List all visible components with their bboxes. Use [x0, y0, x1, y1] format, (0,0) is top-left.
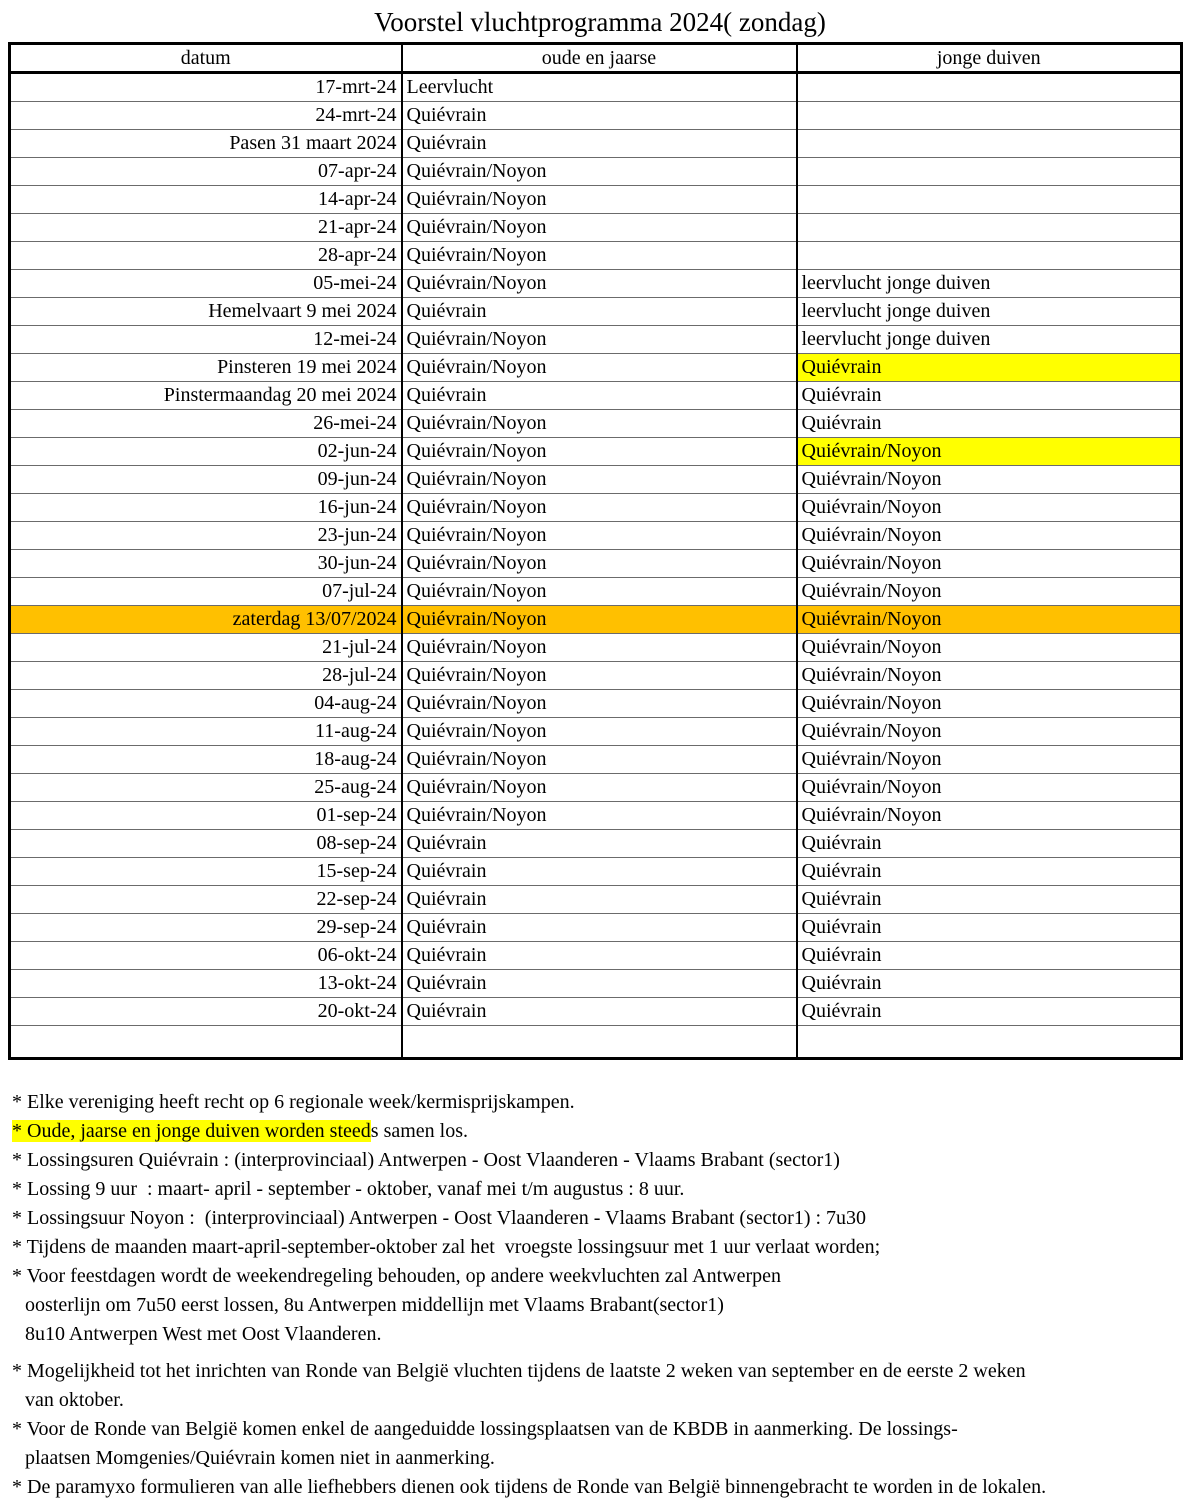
datum-cell: 01-sep-24 [10, 802, 402, 830]
table-row [10, 970, 1182, 998]
datum-cell: 28-apr-24 [10, 242, 402, 270]
oude-en-jaarse-cell: Quiévrain [402, 830, 797, 858]
jonge-duiven-cell [797, 186, 1182, 214]
jonge-duiven-cell: Quiévrain [797, 886, 1182, 914]
datum-cell: 09-jun-24 [10, 466, 402, 494]
oude-en-jaarse-cell: Quiévrain [402, 942, 797, 970]
jonge-duiven-cell: Quiévrain/Noyon [797, 522, 1182, 550]
datum-cell: 18-aug-24 [10, 746, 402, 774]
oude-en-jaarse-cell: Quiévrain [402, 298, 797, 326]
header-row [10, 44, 1182, 73]
table-row [10, 102, 1182, 130]
note-line [12, 1415, 1200, 1444]
jonge-duiven-cell: Quiévrain/Noyon [797, 578, 1182, 606]
datum-cell: 22-sep-24 [10, 886, 402, 914]
oude-en-jaarse-cell: Quiévrain/Noyon [402, 690, 797, 718]
note-text: * Tijdens de maanden maart-april-september-oktober zal het vroegste lossingsuur met 1 uur verlaat worden; [12, 1236, 881, 1258]
table-row [10, 270, 1182, 298]
datum-cell: 04-aug-24 [10, 690, 402, 718]
note-text: plaatsen Momgenies/Quiévrain komen niet in aanmerking. [25, 1447, 495, 1469]
oude-en-jaarse-cell: Quiévrain/Noyon [402, 242, 797, 270]
table-row [10, 242, 1182, 270]
note-line [12, 1204, 1200, 1233]
table-row [10, 410, 1182, 438]
datum-cell: 02-jun-24 [10, 438, 402, 466]
jonge-duiven-cell: Quiévrain [797, 354, 1182, 382]
datum-cell: 25-aug-24 [10, 774, 402, 802]
jonge-duiven-cell: Quiévrain [797, 830, 1182, 858]
note-line [12, 1117, 1200, 1146]
datum-cell: Pasen 31 maart 2024 [10, 130, 402, 158]
note-text: * Mogelijkheid tot het inrichten van Ronde van België vluchten tijdens de laatste 2 weken van september en de eerste 2 weken [12, 1360, 1026, 1382]
datum-cell: 12-mei-24 [10, 326, 402, 354]
oude-en-jaarse-cell: Quiévrain/Noyon [402, 214, 797, 242]
oude-en-jaarse-cell: Quiévrain/Noyon [402, 606, 797, 634]
header-datum: datum [10, 44, 402, 73]
table-row [10, 830, 1182, 858]
table-row [10, 942, 1182, 970]
oude-en-jaarse-cell: Quiévrain/Noyon [402, 466, 797, 494]
jonge-duiven-cell: Quiévrain/Noyon [797, 802, 1182, 830]
table-row [10, 634, 1182, 662]
oude-en-jaarse-cell: Quiévrain/Noyon [402, 522, 797, 550]
jonge-duiven-cell [797, 242, 1182, 270]
table-row [10, 802, 1182, 830]
note-line [12, 1088, 1200, 1117]
datum-cell: Pinsteren 19 mei 2024 [10, 354, 402, 382]
notes-section [12, 1088, 1200, 1502]
table-row [10, 354, 1182, 382]
datum-cell [10, 1026, 402, 1059]
table-row [10, 998, 1182, 1026]
table-row [10, 606, 1182, 634]
flight-schedule-table [8, 42, 1183, 1060]
note-text: * Lossingsuur Noyon : (interprovinciaal) Antwerpen - Oost Vlaanderen - Vlaams Brabant (sector1) : 7u30 [12, 1207, 867, 1229]
jonge-duiven-cell: leervlucht jonge duiven [797, 298, 1182, 326]
note-highlighted-text: * Oude, jaarse en jonge duiven worden steed [12, 1120, 371, 1142]
table-row [10, 494, 1182, 522]
note-text: 8u10 Antwerpen West met Oost Vlaanderen. [25, 1323, 382, 1345]
header-oude-en-jaarse: oude en jaarse [402, 44, 797, 73]
datum-cell: 13-okt-24 [10, 970, 402, 998]
note-line [12, 1233, 1200, 1262]
datum-cell: 30-jun-24 [10, 550, 402, 578]
table-row [10, 214, 1182, 242]
note-line [12, 1146, 1200, 1175]
note-line [12, 1175, 1200, 1204]
oude-en-jaarse-cell: Quiévrain/Noyon [402, 494, 797, 522]
jonge-duiven-cell: Quiévrain [797, 382, 1182, 410]
table-row [10, 326, 1182, 354]
oude-en-jaarse-cell [402, 1026, 797, 1059]
table-row [10, 1026, 1182, 1059]
datum-cell: 20-okt-24 [10, 998, 402, 1026]
page-title: Voorstel vluchtprogramma 2024( zondag) [374, 7, 826, 37]
table-row [10, 578, 1182, 606]
datum-cell: 11-aug-24 [10, 718, 402, 746]
oude-en-jaarse-cell: Quiévrain/Noyon [402, 550, 797, 578]
oude-en-jaarse-cell: Quiévrain/Noyon [402, 186, 797, 214]
jonge-duiven-cell: Quiévrain [797, 858, 1182, 886]
oude-en-jaarse-cell: Quiévrain/Noyon [402, 326, 797, 354]
table-row [10, 466, 1182, 494]
oude-en-jaarse-cell: Quiévrain [402, 886, 797, 914]
jonge-duiven-cell: Quiévrain [797, 914, 1182, 942]
jonge-duiven-cell: Quiévrain/Noyon [797, 774, 1182, 802]
table-row [10, 382, 1182, 410]
note-line [12, 1357, 1200, 1386]
jonge-duiven-cell [797, 130, 1182, 158]
jonge-duiven-cell [797, 102, 1182, 130]
note-text: * Lossing 9 uur : maart- april - september - oktober, vanaf mei t/m augustus : 8 uur. [12, 1178, 685, 1200]
oude-en-jaarse-cell: Quiévrain [402, 130, 797, 158]
table-row [10, 774, 1182, 802]
jonge-duiven-cell: Quiévrain/Noyon [797, 634, 1182, 662]
jonge-duiven-cell: Quiévrain/Noyon [797, 718, 1182, 746]
oude-en-jaarse-cell: Quiévrain/Noyon [402, 438, 797, 466]
jonge-duiven-cell: Quiévrain/Noyon [797, 466, 1182, 494]
datum-cell: 29-sep-24 [10, 914, 402, 942]
jonge-duiven-cell [797, 1026, 1182, 1059]
datum-cell: 07-jul-24 [10, 578, 402, 606]
jonge-duiven-cell: Quiévrain/Noyon [797, 746, 1182, 774]
datum-cell: 14-apr-24 [10, 186, 402, 214]
datum-cell: 24-mrt-24 [10, 102, 402, 130]
datum-cell: Hemelvaart 9 mei 2024 [10, 298, 402, 326]
jonge-duiven-cell: Quiévrain/Noyon [797, 662, 1182, 690]
jonge-duiven-cell [797, 158, 1182, 186]
oude-en-jaarse-cell: Quiévrain/Noyon [402, 270, 797, 298]
note-text: * Lossingsuren Quiévrain : (interprovinciaal) Antwerpen - Oost Vlaanderen - Vlaams Brabant (sector1) [12, 1149, 840, 1171]
datum-cell: 17-mrt-24 [315, 76, 397, 98]
datum-cell: 26-mei-24 [10, 410, 402, 438]
note-line [12, 1262, 1200, 1291]
table-row [10, 886, 1182, 914]
table-row [10, 550, 1182, 578]
datum-cell: 15-sep-24 [10, 858, 402, 886]
datum-cell: 23-jun-24 [10, 522, 402, 550]
oude-en-jaarse-cell: Quiévrain/Noyon [402, 578, 797, 606]
note-line [12, 1386, 1200, 1415]
table-row [10, 746, 1182, 774]
table-row [10, 130, 1182, 158]
table-row [10, 858, 1182, 886]
oude-en-jaarse-cell: Quiévrain/Noyon [402, 634, 797, 662]
jonge-duiven-cell: Quiévrain/Noyon [797, 606, 1182, 634]
jonge-duiven-cell: Quiévrain [797, 410, 1182, 438]
table-row [10, 186, 1182, 214]
table-row [10, 718, 1182, 746]
table-row [10, 522, 1182, 550]
note-text: * Voor de Ronde van België komen enkel de aangeduidde lossingsplaatsen van de KBDB in aanmerking. De lossings- [12, 1418, 958, 1440]
note-text: van oktober. [25, 1389, 124, 1411]
note-text: s samen los. [370, 1120, 468, 1142]
oude-en-jaarse-cell: Quiévrain [402, 914, 797, 942]
datum-cell: 16-jun-24 [10, 494, 402, 522]
jonge-duiven-cell: Quiévrain [797, 942, 1182, 970]
oude-en-jaarse-cell: Quiévrain/Noyon [402, 802, 797, 830]
jonge-duiven-cell: leervlucht jonge duiven [797, 326, 1182, 354]
datum-cell: 21-apr-24 [10, 214, 402, 242]
jonge-duiven-cell: Quiévrain/Noyon [797, 494, 1182, 522]
oude-en-jaarse-cell: Quiévrain/Noyon [402, 774, 797, 802]
oude-en-jaarse-cell: Quiévrain/Noyon [402, 354, 797, 382]
table-row [10, 438, 1182, 466]
datum-cell: 21-jul-24 [10, 634, 402, 662]
oude-en-jaarse-cell: Quiévrain/Noyon [402, 158, 797, 186]
datum-cell: 06-okt-24 [10, 942, 402, 970]
oude-en-jaarse-cell: Quiévrain [402, 858, 797, 886]
note-line [12, 1473, 1200, 1502]
datum-cell: zaterdag 13/07/2024 [10, 606, 402, 634]
table-row [10, 298, 1182, 326]
note-text: * Elke vereniging heeft recht op 6 regionale week/kermisprijskampen. [12, 1091, 575, 1113]
jonge-duiven-cell: Quiévrain/Noyon [797, 690, 1182, 718]
jonge-duiven-cell [797, 214, 1182, 242]
jonge-duiven-cell: Quiévrain/Noyon [797, 438, 1182, 466]
datum-cell: 08-sep-24 [10, 830, 402, 858]
note-text: oosterlijn om 7u50 eerst lossen, 8u Antwerpen middellijn met Vlaams Brabant(sector1) [25, 1294, 724, 1316]
oude-en-jaarse-cell: Quiévrain [402, 998, 797, 1026]
datum-cell: 28-jul-24 [10, 662, 402, 690]
oude-en-jaarse-cell: Quiévrain/Noyon [402, 718, 797, 746]
table-row [10, 914, 1182, 942]
datum-cell: 05-mei-24 [10, 270, 402, 298]
header-jonge-duiven: jonge duiven [797, 44, 1182, 73]
note-line [12, 1320, 1200, 1349]
oude-en-jaarse-cell: Quiévrain/Noyon [402, 746, 797, 774]
oude-en-jaarse-cell: Quiévrain/Noyon [402, 410, 797, 438]
jonge-duiven-cell: leervlucht jonge duiven [797, 270, 1182, 298]
oude-en-jaarse-cell: Quiévrain [402, 382, 797, 410]
note-line [12, 1444, 1200, 1473]
table-row [10, 690, 1182, 718]
note-text: * De paramyxo formulieren van alle liefhebbers dienen ook tijdens de Ronde van België binnengebracht te worden in de lokalen. [12, 1476, 1047, 1498]
oude-en-jaarse-cell: Quiévrain/Noyon [402, 662, 797, 690]
oude-en-jaarse-cell: Quiévrain [402, 102, 797, 130]
datum-cell: Pinstermaandag 20 mei 2024 [10, 382, 402, 410]
jonge-duiven-cell: Quiévrain [797, 970, 1182, 998]
oude-en-jaarse-cell: Leervlucht [402, 73, 797, 102]
oude-en-jaarse-cell: Quiévrain [402, 970, 797, 998]
note-text: * Voor feestdagen wordt de weekendregeling behouden, op andere weekvluchten zal Antwerpen [12, 1265, 781, 1287]
note-line [12, 1291, 1200, 1320]
table-row [10, 158, 1182, 186]
table-row [10, 662, 1182, 690]
jonge-duiven-cell [797, 73, 1182, 102]
jonge-duiven-cell: Quiévrain [797, 998, 1182, 1026]
jonge-duiven-cell: Quiévrain/Noyon [797, 550, 1182, 578]
datum-cell: 07-apr-24 [10, 158, 402, 186]
table-row [10, 73, 1182, 102]
